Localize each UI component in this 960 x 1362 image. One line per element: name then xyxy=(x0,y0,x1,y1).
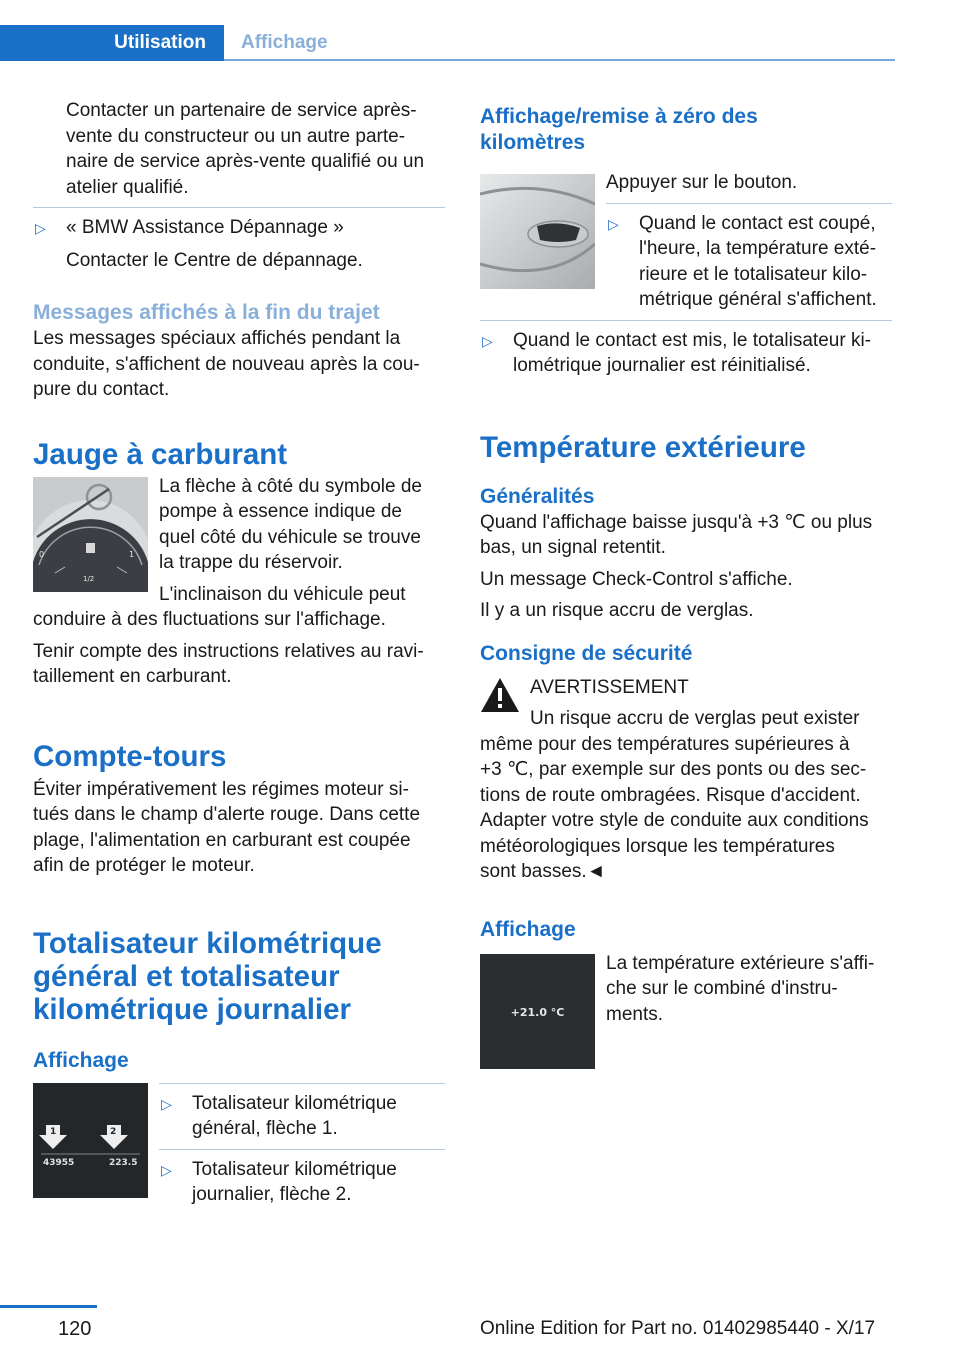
warning-text xyxy=(480,675,892,732)
intro-line: vente du constructeur ou un autre parte- xyxy=(66,125,406,147)
gauge-label-half: 1/2 xyxy=(83,574,95,583)
warning-line: sont basses.◄ xyxy=(480,861,606,882)
reset-button-image xyxy=(480,174,595,289)
display-line: La température extérieure s'affi- xyxy=(606,952,875,974)
bullet-arrow-icon: ▷ xyxy=(482,332,493,349)
bullet-text xyxy=(192,1157,445,1208)
header-tabbar xyxy=(0,25,895,61)
general-paragraph xyxy=(480,510,892,624)
odometer-image xyxy=(33,1083,148,1198)
display-line: che sur le combiné d'instru- xyxy=(606,978,838,999)
bullet-text: « BMW Assistance Dépannage » xyxy=(66,217,344,238)
rev-line: tués dans le champ d'alerte rouge. Dans cette xyxy=(33,804,421,825)
odometer-heading-line: général et totalisateur xyxy=(33,959,340,993)
bullet-line: général, flèche 1. xyxy=(192,1118,338,1139)
intro-line: Contacter un partenaire de service après- xyxy=(66,100,417,121)
warning-line: Adapter votre style de conduite aux conditions xyxy=(480,810,869,831)
fuel-line: quel côté du véhicule se trouve xyxy=(159,526,421,548)
reset-heading-line: kilomètres xyxy=(480,131,586,154)
reset-heading-line: Affichage/remise à zéro des xyxy=(480,105,758,128)
tab-utilisation-label: Utilisation xyxy=(114,32,206,53)
general-risk: Il y a un risque accru de verglas. xyxy=(480,600,754,621)
separator xyxy=(159,1149,445,1150)
odometer-trip-value: 223.5 xyxy=(109,1157,138,1168)
bullet-line: Totalisateur kilométrique xyxy=(192,1092,397,1114)
outside-temp-heading: Température extérieure xyxy=(480,430,806,464)
rev-paragraph xyxy=(33,777,445,879)
bullet-line: Quand le contact est mis, le totalisateur ki- xyxy=(513,329,871,351)
warning-title: AVERTISSEMENT xyxy=(530,676,689,698)
general-msg: Un message Check-Control s'affiche. xyxy=(480,568,793,590)
warning-line: tions de route ombragées. Risque d'accident. xyxy=(480,784,861,806)
separator xyxy=(33,207,445,208)
safety-heading: Consigne de sécurité xyxy=(480,641,693,665)
bullet-line: rieure et le totalisateur kilo- xyxy=(639,263,868,285)
separator xyxy=(480,320,892,321)
separator xyxy=(606,203,892,204)
bullet-line: l'heure, la température exté- xyxy=(639,238,877,259)
reset-heading xyxy=(480,104,892,156)
fuel-line: la trappe du réservoir. xyxy=(159,552,343,573)
odometer-bullet-trip xyxy=(159,1157,445,1208)
messages-line: Les messages spéciaux affichés pendant la xyxy=(33,328,401,349)
fuel-refuel-line: Tenir compte des instructions relatives au ravi- xyxy=(33,640,424,662)
bullet-line: lométrique journalier est réinitialisé. xyxy=(513,355,811,376)
general-line: Quand l'affichage baisse jusqu'à +3 ℃ ou plus xyxy=(480,511,873,533)
odometer-heading-line: kilométrique journalier xyxy=(33,992,352,1026)
rev-line: Éviter impérativement les régimes moteur si- xyxy=(33,778,409,800)
tab-utilisation[interactable] xyxy=(0,25,224,61)
warning-line: même pour des températures supérieures à xyxy=(480,733,850,755)
intro-line: atelier qualifié. xyxy=(66,176,189,198)
intro-paragraph xyxy=(33,98,445,200)
fuel-gauge-image xyxy=(33,477,148,592)
bullet-arrow-icon: ▷ xyxy=(35,220,46,236)
reset-bullet-off xyxy=(606,211,892,313)
gauge-label-1: 1 xyxy=(129,549,135,559)
rev-counter-heading: Compte-tours xyxy=(33,739,227,773)
warning-line: Un risque accru de verglas peut exister xyxy=(530,708,860,729)
odometer-arrow-2-label: 2 xyxy=(110,1126,117,1137)
rev-line: afin de protéger le moteur. xyxy=(33,855,255,876)
warning-line: météorologiques lorsque les températures xyxy=(480,835,835,857)
odometer-bullet-total xyxy=(159,1091,445,1142)
bullet-text xyxy=(639,211,892,313)
reset-bullet-on xyxy=(480,328,892,379)
separator xyxy=(159,1083,445,1084)
reset-press-text: Appuyer sur le bouton. xyxy=(606,172,798,193)
fuel-line: pompe à essence indique de xyxy=(159,501,402,522)
header-rule xyxy=(224,59,895,61)
bullet-line: Totalisateur kilométrique xyxy=(192,1158,397,1180)
fuel-gauge-heading: Jauge à carburant xyxy=(33,437,288,471)
bmw-assistance-bullet xyxy=(33,215,445,242)
temperature-display-image xyxy=(480,954,595,1069)
bullet-text xyxy=(513,328,892,379)
messages-line: conduite, s'affichent de nouveau après la cou- xyxy=(33,353,420,375)
display-line: ments. xyxy=(606,1003,664,1025)
display-section xyxy=(480,951,892,1028)
odometer-section xyxy=(33,1083,445,1208)
fuel-incline-line: L'inclinaison du véhicule peut xyxy=(159,583,406,605)
general-line: bas, un signal retentit. xyxy=(480,537,666,558)
odometer-heading xyxy=(33,927,445,1026)
display-heading: Affichage xyxy=(480,917,576,941)
bullet-text xyxy=(192,1091,445,1142)
left-column xyxy=(33,98,445,1208)
bullet-line: Quand le contact est coupé, xyxy=(639,212,876,234)
page-number: 120 xyxy=(58,1318,92,1340)
fuel-incline-line: conduire à des fluctuations sur l'affichage. xyxy=(33,609,386,630)
reset-section xyxy=(480,170,892,379)
fuel-refuel-line: taillement en carburant. xyxy=(33,666,232,687)
fuel-line: La flèche à côté du symbole de xyxy=(159,475,423,497)
warning-triangle-icon xyxy=(480,677,520,713)
odometer-total-value: 43955 xyxy=(43,1157,75,1168)
bmw-assistance-sub: Contacter le Centre de dépannage. xyxy=(66,249,363,271)
general-heading: Généralités xyxy=(480,484,595,508)
footer-rule xyxy=(0,1305,97,1308)
fuel-section xyxy=(33,474,445,690)
gauge-label-0: 0 xyxy=(39,549,45,559)
intro-line: naire de service après-vente qualifié ou un xyxy=(66,151,425,172)
odometer-arrow-1-label: 1 xyxy=(50,1126,57,1137)
temperature-value: +21.0 °C xyxy=(510,1005,565,1019)
rev-line: plage, l'alimentation en carburant est coupée xyxy=(33,829,411,851)
odometer-heading-line: Totalisateur kilométrique xyxy=(33,926,382,960)
tab-affichage[interactable] xyxy=(224,25,328,61)
warning-line: +3 ℃, par exemple sur des ponts ou des sec- xyxy=(480,759,867,780)
bullet-arrow-icon: ▷ xyxy=(608,215,619,232)
messages-paragraph xyxy=(33,326,445,403)
edition-text: Online Edition for Part no. 01402985440 - X/17 xyxy=(480,1318,876,1339)
bullet-arrow-icon: ▷ xyxy=(161,1095,172,1112)
right-column xyxy=(480,104,892,1027)
warning-block xyxy=(480,675,892,885)
bullet-arrow-icon: ▷ xyxy=(161,1161,172,1178)
tab-affichage-label: Affichage xyxy=(241,32,328,53)
bullet-line: métrique général s'affichent. xyxy=(639,289,877,310)
odometer-display-heading: Affichage xyxy=(33,1048,129,1072)
messages-heading: Messages affichés à la fin du trajet xyxy=(33,301,380,324)
bullet-line: journalier, flèche 2. xyxy=(192,1184,352,1205)
messages-line: pure du contact. xyxy=(33,379,170,400)
